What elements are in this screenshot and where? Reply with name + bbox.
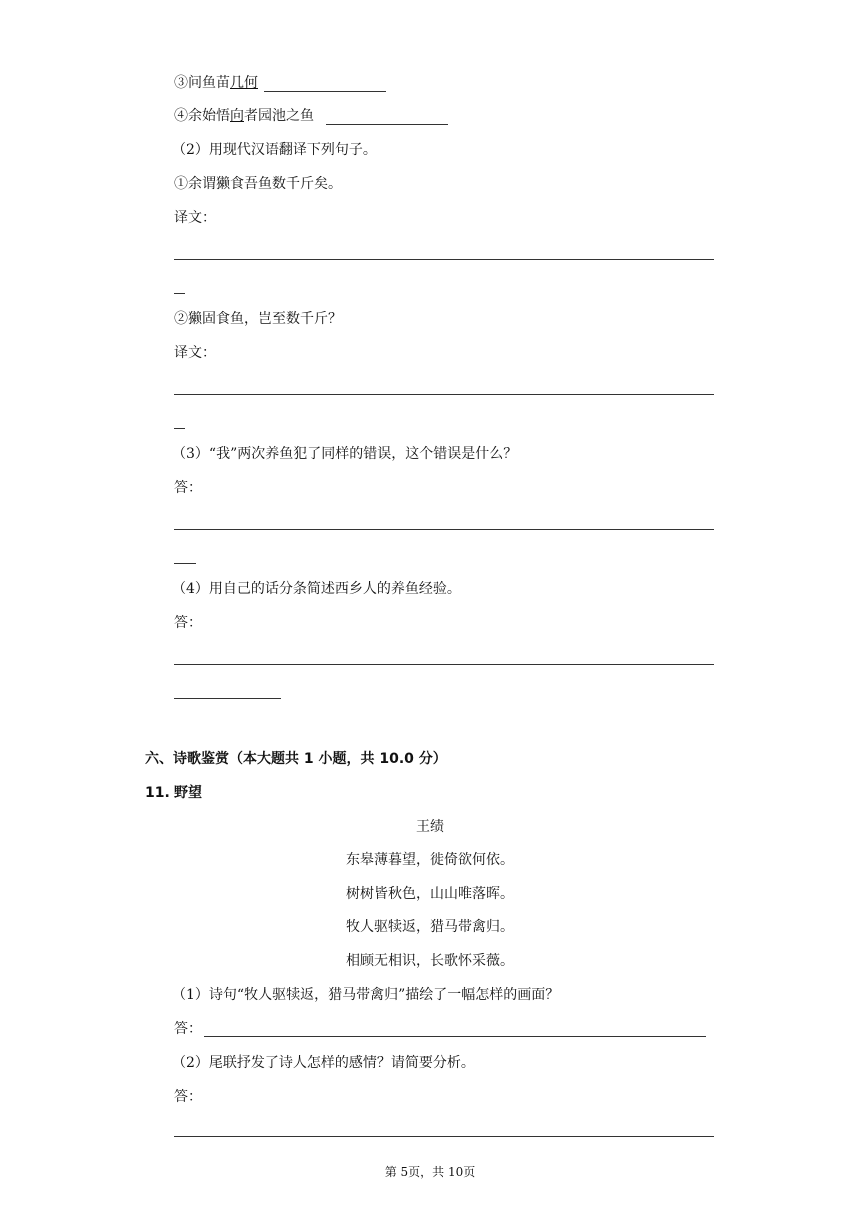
sub-question-1: （1）诗句“牧人驱犊返，猎马带禽归”描绘了一幅怎样的画面？ (172, 987, 560, 1003)
underlined-term: 几何 (230, 75, 258, 91)
answer-line[interactable] (204, 1036, 706, 1037)
item-text: ③问鱼苗 (174, 75, 230, 91)
answer-blank[interactable] (264, 91, 386, 92)
poem-line: 东皋薄暮望，徙倚欲何依。 (346, 852, 514, 868)
poem-line: 牧人驱犊返，猎马带禽归。 (346, 919, 514, 935)
poem-title: 野望 (174, 785, 202, 801)
translation-label: 译文： (174, 345, 216, 361)
question-3: （3）“我”两次养鱼犯了同样的错误，这个错误是什么？ (172, 446, 518, 462)
answer-label: 答： (174, 1089, 202, 1105)
answer-line[interactable] (174, 664, 714, 665)
sentence-1: ①余谓獭食吾鱼数千斤矣。 (174, 176, 342, 192)
poem-line: 树树皆秋色，山山唯落晖。 (346, 886, 514, 902)
answer-line-tail[interactable] (174, 293, 185, 294)
item-text: 者园池之鱼 (244, 108, 314, 124)
answer-label: 答： (174, 1021, 202, 1037)
answer-line-tail[interactable] (174, 563, 196, 564)
answer-line-tail[interactable] (174, 698, 281, 699)
answer-line[interactable] (174, 529, 714, 530)
sentence-2: ②獭固食鱼，岂至数千斤？ (174, 311, 342, 327)
question-4: （4）用自己的话分条简述西乡人的养鱼经验。 (172, 581, 461, 597)
answer-blank[interactable] (326, 124, 448, 125)
answer-line[interactable] (174, 394, 714, 395)
answer-line[interactable] (174, 1136, 714, 1137)
page-footer: 第 5页，共 10页 (384, 1165, 476, 1179)
answer-line-tail[interactable] (174, 428, 185, 429)
sub-question-2: （2）尾联抒发了诗人怎样的感情？请简要分析。 (172, 1055, 475, 1071)
question-2-heading: （2）用现代汉语翻译下列句子。 (172, 142, 377, 158)
item-q1-4 (174, 107, 314, 125)
question-number: 11. (145, 785, 170, 801)
underlined-term: 向 (230, 108, 244, 124)
translation-label: 译文： (174, 210, 216, 226)
section-heading: 六、诗歌鉴赏（本大题共 1 小题，共 10.0 分） (145, 751, 447, 767)
item-q1-3 (174, 74, 258, 92)
answer-line[interactable] (174, 259, 714, 260)
answer-label: 答： (174, 480, 202, 496)
poem-line: 相顾无相识，长歌怀采薇。 (346, 953, 514, 969)
answer-label: 答： (174, 615, 202, 631)
poem-author: 王绩 (416, 819, 444, 835)
item-text: ④余始悟 (174, 108, 230, 124)
